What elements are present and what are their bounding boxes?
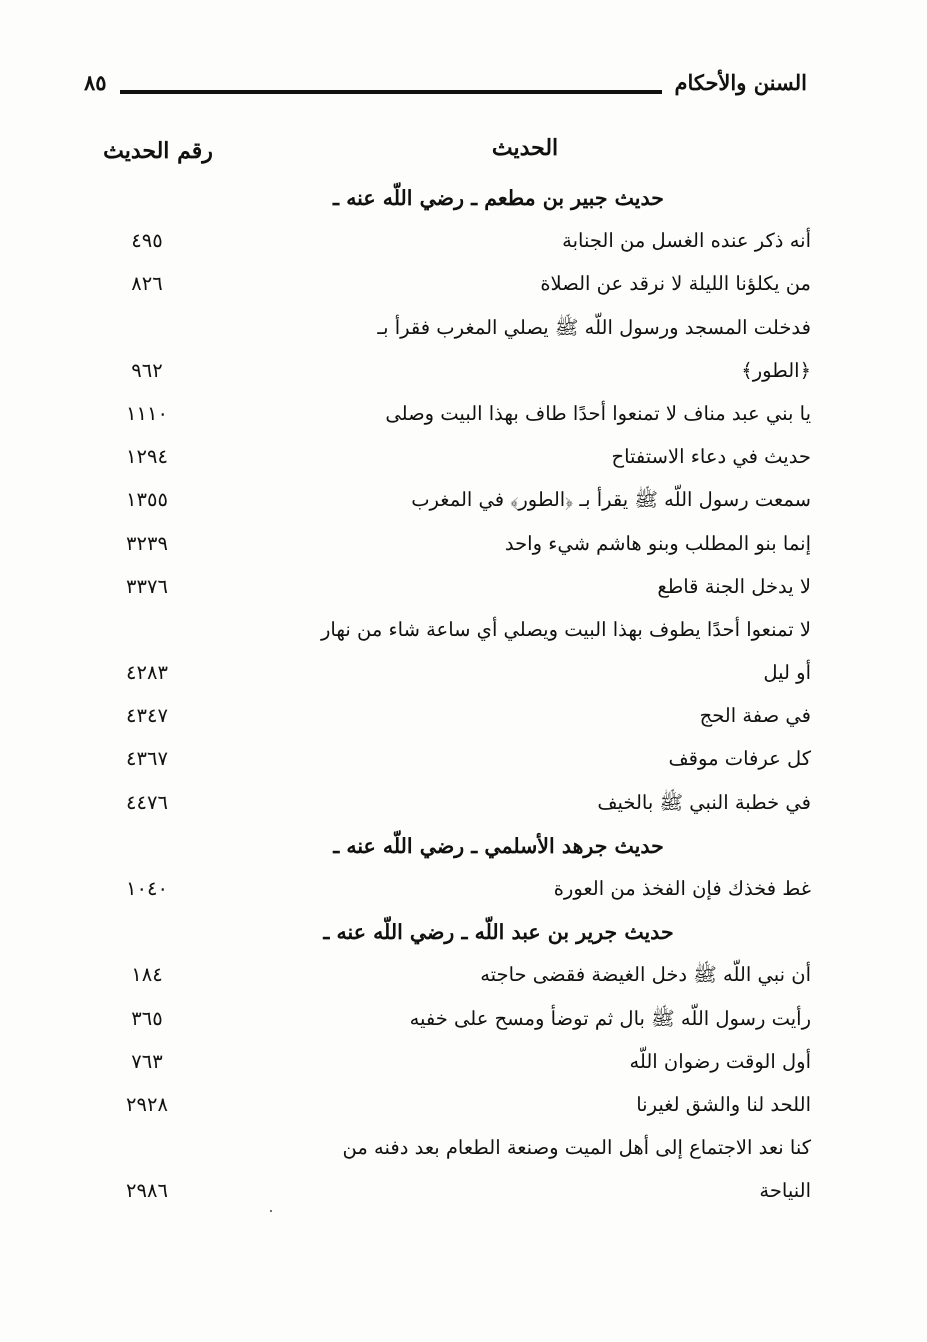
hadith-number: ٣٢٣٩ bbox=[126, 531, 168, 555]
index-entry bbox=[0, 999, 927, 1042]
hadith-text: أو ليل bbox=[763, 661, 811, 685]
hadith-number: ٧٦٣ bbox=[131, 1049, 163, 1073]
hadith-text: لا تمنعوا أحدًا يطوف بهذا البيت ويصلي أي ساعة شاء من نهار bbox=[321, 617, 811, 641]
index-entry bbox=[0, 351, 927, 394]
index-entry bbox=[0, 1085, 927, 1128]
hadith-text: سمعت رسول اللّه ﷺ يقرأ بـ ﴿الطور﴾ في المغرب bbox=[411, 488, 811, 512]
page-number: ٨٥ bbox=[84, 70, 107, 95]
index-entry bbox=[0, 480, 927, 523]
hadith-text: أول الوقت رضوان اللّه bbox=[629, 1049, 811, 1073]
section-heading bbox=[0, 178, 927, 221]
running-head: السنن والأحكام bbox=[674, 70, 807, 95]
index-entry bbox=[0, 955, 927, 998]
hadith-text: غط فخذك فإن الفخذ من العورة bbox=[553, 877, 811, 900]
hadith-number: ٤٣٦٧ bbox=[126, 747, 168, 771]
index-entry bbox=[0, 567, 927, 610]
hadith-text: أن نبي اللّه ﷺ دخل الغيضة فقضى حاجته bbox=[480, 963, 811, 987]
index-entry bbox=[0, 869, 927, 912]
hadith-number: ١٣٥٥ bbox=[126, 488, 168, 512]
index-entry bbox=[0, 437, 927, 480]
index-entry bbox=[0, 221, 927, 264]
column-heading-hadith: الحديث bbox=[491, 135, 559, 161]
index-entry bbox=[0, 1042, 927, 1085]
hadith-text: من يكلؤنا الليلة لا نرقد عن الصلاة bbox=[540, 272, 811, 296]
hadith-text: في خطبة النبي ﷺ بالخيف bbox=[597, 790, 811, 814]
index-entry bbox=[0, 696, 927, 739]
hadith-number: ٢٩٢٨ bbox=[126, 1092, 168, 1116]
section-heading bbox=[0, 826, 927, 869]
header-rule bbox=[120, 90, 662, 94]
index-entry bbox=[0, 264, 927, 307]
hadith-number: ٤٩٥ bbox=[131, 229, 163, 253]
index-entry bbox=[0, 308, 927, 351]
hadith-number: ١٠٤٠ bbox=[126, 877, 168, 900]
print-speck bbox=[270, 1210, 272, 1212]
index-entry bbox=[0, 394, 927, 437]
hadith-text: النياحة bbox=[759, 1179, 811, 1203]
hadith-text: حديث في دعاء الاستفتاح bbox=[611, 445, 811, 469]
hadith-text: كل عرفات موقف bbox=[668, 747, 811, 771]
hadith-text: لا يدخل الجنة قاطع bbox=[657, 574, 811, 598]
hadith-number: ٤٢٨٣ bbox=[126, 661, 168, 685]
section-heading bbox=[0, 912, 927, 955]
index-entry bbox=[0, 524, 927, 567]
index-entry bbox=[0, 653, 927, 696]
hadith-number: ٣٣٧٦ bbox=[126, 574, 168, 598]
index-entry bbox=[0, 1171, 927, 1214]
hadith-number: ٨٢٦ bbox=[131, 272, 163, 296]
index-entry bbox=[0, 1128, 927, 1171]
section-title: حديث جرهد الأسلمي ـ رضي اللّه عنه ـ bbox=[333, 833, 664, 858]
hadith-number: ٤٣٤٧ bbox=[126, 704, 168, 728]
hadith-text: اللحد لنا والشق لغيرنا bbox=[636, 1092, 811, 1116]
index-entry bbox=[0, 610, 927, 653]
hadith-number: ١٢٩٤ bbox=[126, 445, 168, 469]
hadith-number: ٩٦٢ bbox=[131, 358, 163, 382]
index-entry bbox=[0, 783, 927, 826]
hadith-number: ١٨٤ bbox=[131, 963, 163, 987]
hadith-index-list bbox=[0, 178, 927, 1215]
index-entry bbox=[0, 739, 927, 782]
hadith-text: في صفة الحج bbox=[699, 704, 811, 728]
hadith-text: أنه ذكر عنده الغسل من الجنابة bbox=[562, 229, 811, 253]
hadith-text: كنا نعد الاجتماع إلى أهل الميت وصنعة الطعام بعد دفنه من bbox=[342, 1136, 811, 1160]
hadith-text: ﴿الطور﴾ bbox=[741, 358, 811, 382]
section-title: حديث جبير بن مطعم ـ رضي اللّه عنه ـ bbox=[333, 186, 664, 210]
hadith-number: ٢٩٨٦ bbox=[126, 1179, 168, 1203]
hadith-text: فدخلت المسجد ورسول اللّه ﷺ يصلي المغرب فقرأ بـ bbox=[377, 315, 811, 339]
hadith-text: إنما بنو المطلب وبنو هاشم شيء واحد bbox=[504, 531, 811, 555]
column-heading-number: رقم الحديث bbox=[103, 138, 213, 164]
hadith-text: يا بني عبد مناف لا تمنعوا أحدًا طاف بهذا البيت وصلى bbox=[385, 401, 811, 425]
hadith-number: ٤٤٧٦ bbox=[126, 790, 168, 814]
hadith-number: ١١١٠ bbox=[126, 401, 168, 425]
section-title: حديث جرير بن عبد اللّه ـ رضي اللّه عنه ـ bbox=[323, 920, 674, 945]
hadith-number: ٣٦٥ bbox=[131, 1006, 163, 1030]
hadith-text: رأيت رسول اللّه ﷺ بال ثم توضأ ومسح على خفيه bbox=[409, 1006, 811, 1030]
